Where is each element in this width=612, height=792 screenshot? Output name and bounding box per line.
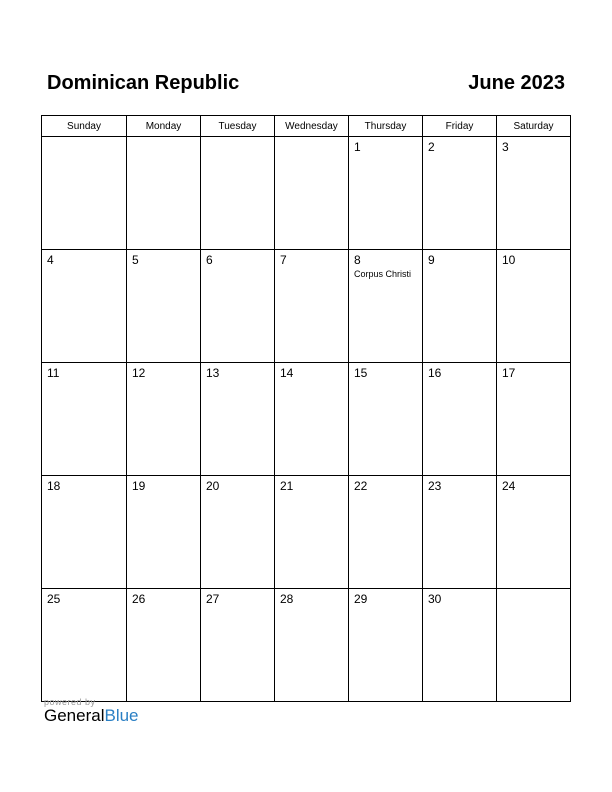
day-number: 24 <box>502 479 516 493</box>
day-number: 21 <box>280 479 294 493</box>
day-number: 17 <box>502 366 516 380</box>
day-number: 1 <box>354 140 361 154</box>
powered-by-text: powered by <box>44 697 96 707</box>
day-cell <box>201 589 275 702</box>
day-cell <box>42 589 127 702</box>
day-cell <box>497 250 571 363</box>
holiday-label: Corpus Christi <box>354 269 412 279</box>
day-number: 10 <box>502 253 516 267</box>
weekday-header-saturday: Saturday <box>497 116 571 137</box>
day-number: 23 <box>428 479 442 493</box>
day-cell <box>349 363 423 476</box>
day-number: 26 <box>132 592 146 606</box>
day-cell <box>275 363 349 476</box>
day-number: 22 <box>354 479 368 493</box>
day-number: 7 <box>280 253 287 267</box>
day-number: 28 <box>280 592 294 606</box>
day-cell <box>127 363 201 476</box>
day-cell <box>423 589 497 702</box>
day-number: 27 <box>206 592 220 606</box>
day-number: 5 <box>132 253 139 267</box>
day-cell <box>275 589 349 702</box>
calendar-grid <box>41 115 571 702</box>
weekday-header-tuesday: Tuesday <box>201 116 275 137</box>
day-cell <box>423 250 497 363</box>
day-cell <box>201 476 275 589</box>
day-number: 30 <box>428 592 442 606</box>
day-cell <box>42 476 127 589</box>
day-number: 18 <box>47 479 61 493</box>
brand-general: General <box>44 706 105 725</box>
day-number: 14 <box>280 366 294 380</box>
day-number: 6 <box>206 253 213 267</box>
day-cell <box>127 250 201 363</box>
day-cell <box>349 476 423 589</box>
day-number: 11 <box>47 366 60 380</box>
day-cell <box>201 363 275 476</box>
day-number: 13 <box>206 366 220 380</box>
day-cell <box>497 476 571 589</box>
day-cell <box>127 476 201 589</box>
day-cell <box>42 363 127 476</box>
day-cell <box>201 250 275 363</box>
day-number: 12 <box>132 366 146 380</box>
weekday-header-thursday: Thursday <box>349 116 423 137</box>
day-cell <box>423 137 497 250</box>
day-number: 29 <box>354 592 368 606</box>
day-cell <box>497 363 571 476</box>
day-number: 19 <box>132 479 146 493</box>
day-number: 2 <box>428 140 435 154</box>
day-cell <box>275 137 349 250</box>
day-number: 25 <box>47 592 61 606</box>
day-cell <box>497 589 571 702</box>
day-cell <box>42 137 127 250</box>
day-number: 16 <box>428 366 442 380</box>
day-cell <box>497 137 571 250</box>
weekday-header-monday: Monday <box>127 116 201 137</box>
country-title: Dominican Republic <box>47 72 240 94</box>
week-row <box>42 363 571 476</box>
day-cell <box>423 363 497 476</box>
weekday-header-wednesday: Wednesday <box>275 116 349 137</box>
day-number: 4 <box>47 253 54 267</box>
week-row <box>42 137 571 250</box>
weekday-header-friday: Friday <box>423 116 497 137</box>
day-cell <box>201 137 275 250</box>
day-cell <box>349 589 423 702</box>
day-cell <box>127 589 201 702</box>
day-cell <box>423 476 497 589</box>
month-year-title: June 2023 <box>468 72 565 94</box>
day-cell <box>275 250 349 363</box>
week-row <box>42 250 571 363</box>
brand-blue: Blue <box>104 706 139 725</box>
day-cell <box>127 137 201 250</box>
footer <box>44 697 139 726</box>
day-number: 20 <box>206 479 220 493</box>
day-number: 8 <box>354 253 361 267</box>
day-cell <box>275 476 349 589</box>
week-row <box>42 589 571 702</box>
weekday-header-sunday: Sunday <box>42 116 127 137</box>
day-cell <box>349 250 423 363</box>
day-number: 9 <box>428 253 435 267</box>
week-row <box>42 476 571 589</box>
day-number: 3 <box>502 140 509 154</box>
day-number: 15 <box>354 366 368 380</box>
generalblue-logo[interactable] <box>44 706 139 726</box>
day-cell <box>42 250 127 363</box>
day-cell <box>349 137 423 250</box>
